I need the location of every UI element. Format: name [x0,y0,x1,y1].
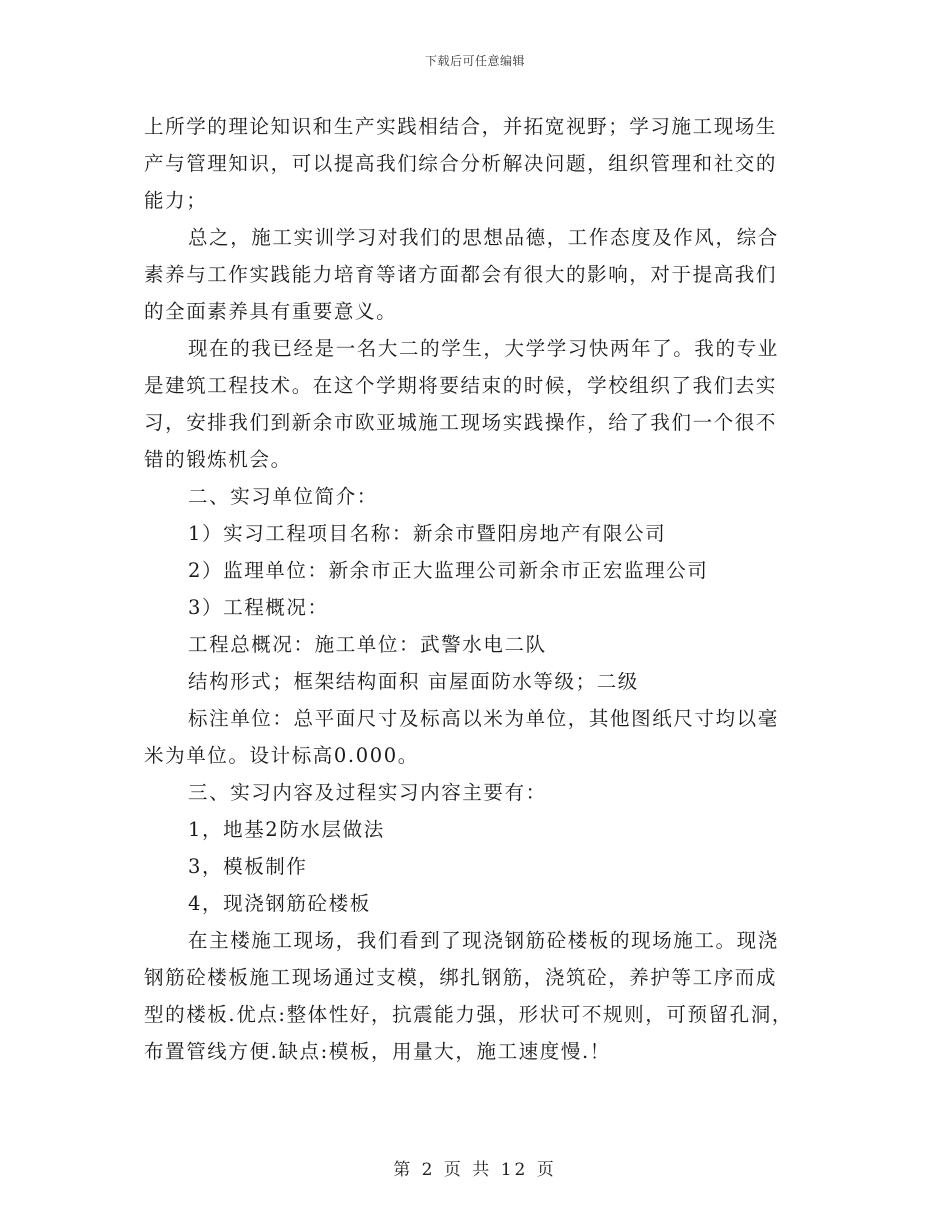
text-line: 二、实习单位简介： [188,485,378,508]
text-line: 型的楼板.优点:整体性好，抗震能力强，形状可不规则，可预留孔洞， [144,1003,793,1026]
text-line: 总之，施工实训学习对我们的思想品德，工作态度及作风，综合 [188,226,779,249]
text-line: 素养与工作实践能力培育等诸方面都会有很大的影响，对于提高我们 [144,263,778,286]
text-line: 2）监理单位：新余市正大监理公司新余市正宏监理公司 [188,559,709,582]
text-line: 习，安排我们到新余市欧亚城施工现场实践操作，给了我们一个很不 [144,411,778,434]
text-line: 错的锻炼机会。 [144,448,292,471]
text-line: 布置管线方便.缺点:模板，用量大，施工速度慢.！ [144,1040,611,1063]
text-line: 4，现浇钢筋砼楼板 [188,892,371,915]
text-line: 钢筋砼楼板施工现场通过支模，绑扎钢筋，浇筑砼，养护等工序而成 [144,966,778,989]
page-header: 下载后可任意编辑 [424,54,525,68]
page-footer: 第 2 页 共 12 页 [393,1160,557,1180]
text-line: 能力； [144,189,208,212]
text-line: 产与管理知识，可以提高我们综合分析解决问题，组织管理和社交的 [144,152,778,175]
text-line: 标注单位：总平面尺寸及标高以米为单位，其他图纸尺寸均以毫 [188,707,779,730]
text-line: 三、实习内容及过程实习内容主要有： [188,781,547,804]
text-line: 3，模板制作 [188,855,308,878]
text-line: 1）实习工程项目名称：新余市暨阳房地产有限公司 [188,522,667,545]
text-line: 在主楼施工现场，我们看到了现浇钢筋砼楼板的现场施工。现浇 [188,929,779,952]
text-line: 的全面素养具有重要意义。 [144,300,398,323]
document-body [144,108,799,1070]
text-line: 结构形式；框架结构面积 亩屋面防水等级；二级 [188,670,639,693]
text-line: 3）工程概况： [188,596,329,619]
text-line: 是建筑工程技术。在这个学期将要结束的时候，学校组织了我们去实 [144,374,778,397]
text-line: 现在的我已经是一名大二的学生，大学学习快两年了。我的专业 [188,337,779,360]
text-line: 米为单位。设计标高0.000。 [144,744,419,767]
text-line: 工程总概况：施工单位：武警水电二队 [188,633,547,656]
text-line: 1，地基2防水层做法 [188,818,385,841]
text-line: 上所学的理论知识和生产实践相结合，并拓宽视野；学习施工现场生 [144,115,778,138]
